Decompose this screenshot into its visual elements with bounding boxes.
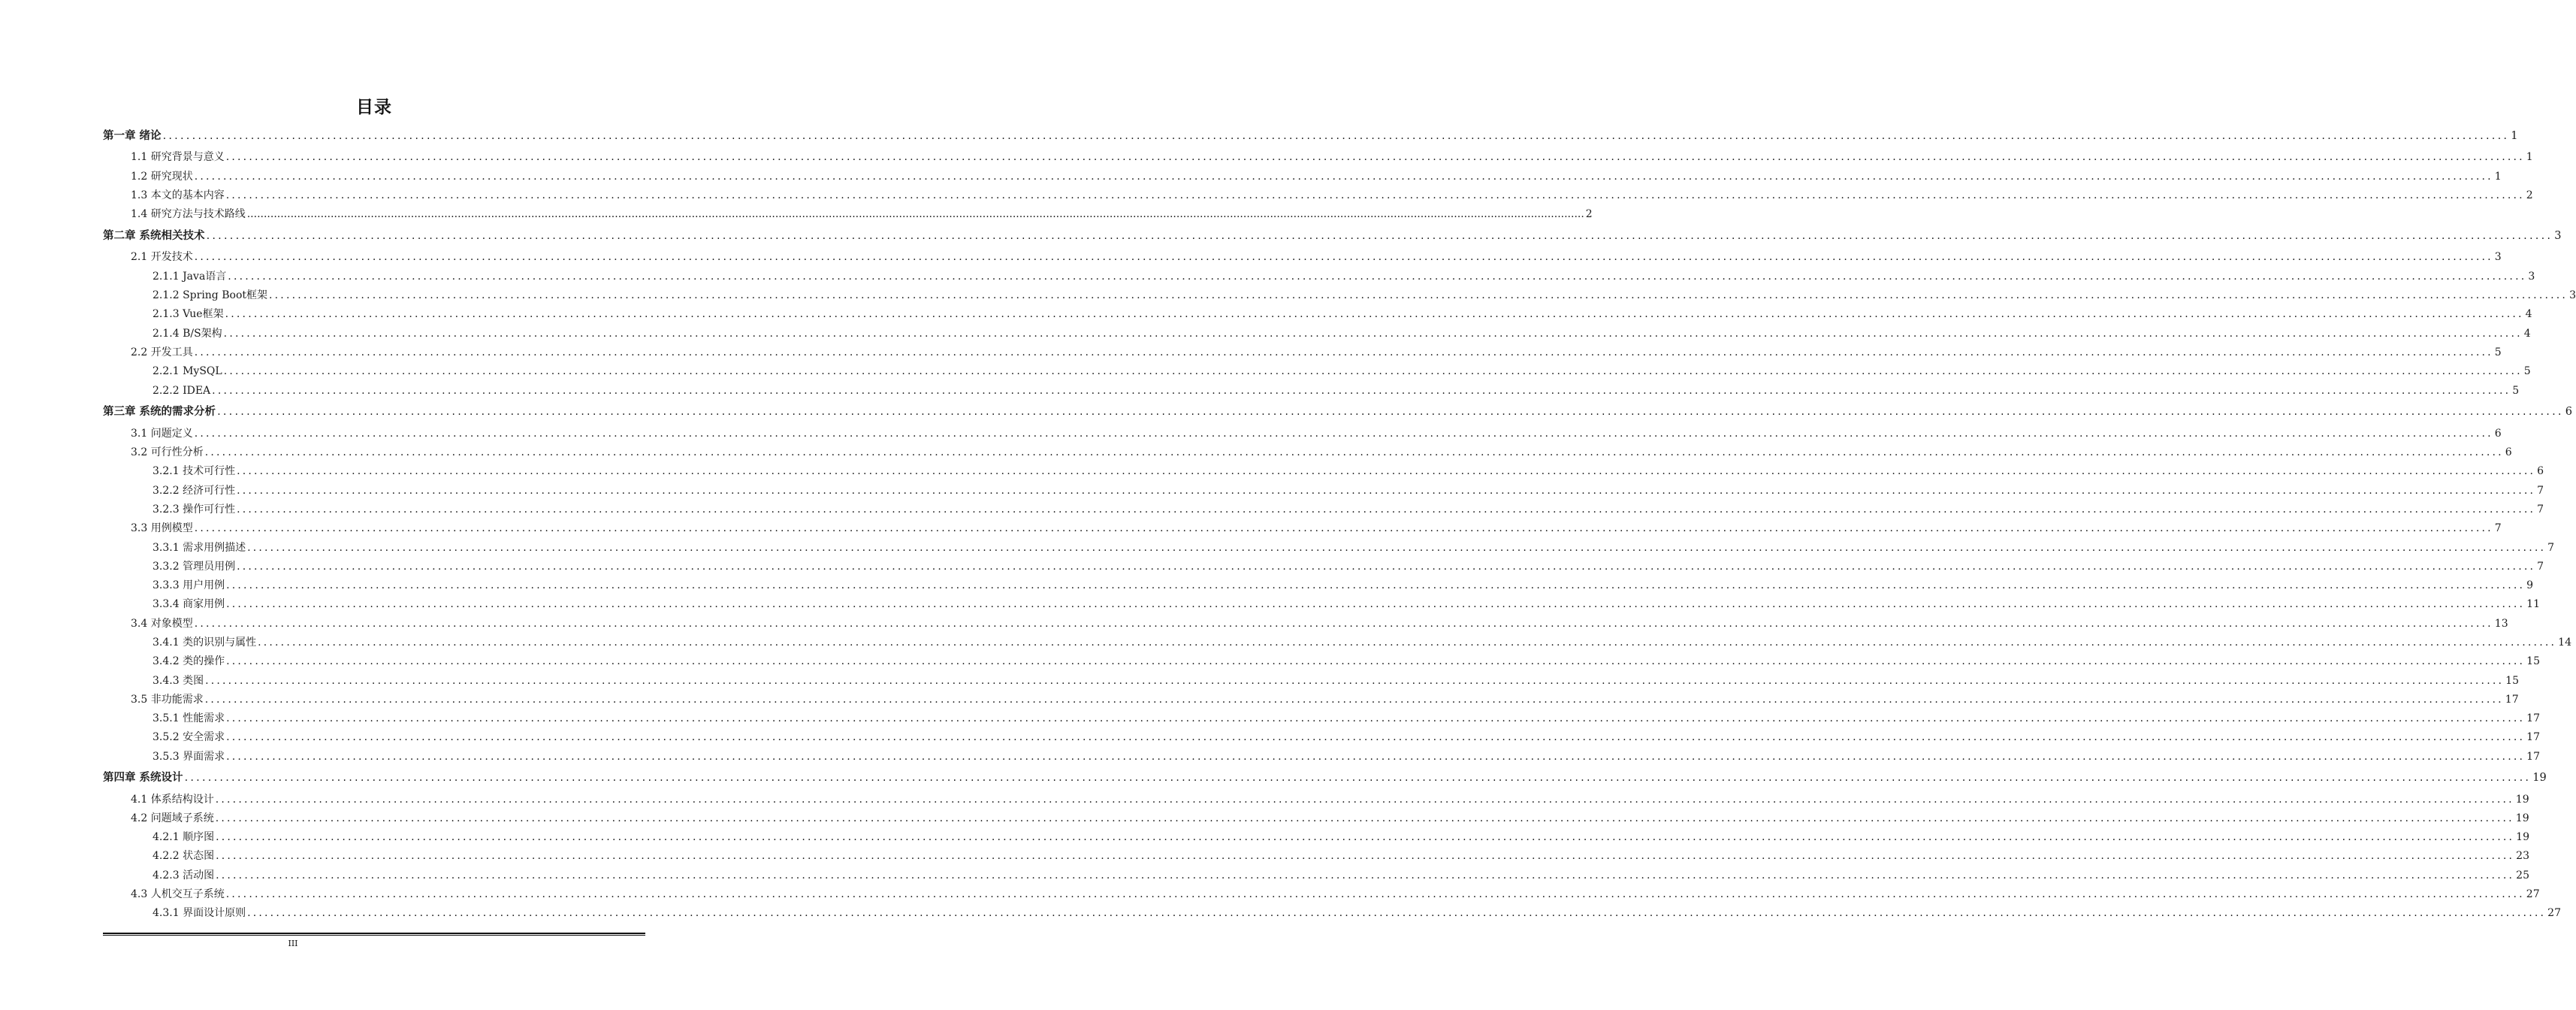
toc-entry-label: 2.1 开发技术 [131, 251, 193, 263]
toc-page-number: 5 [2523, 365, 2531, 377]
toc-page-number: 14 [2558, 637, 2571, 649]
toc-dot-leader: ................................................................................................................................................................................................................................................................................................................................................................................................................ [225, 888, 2525, 900]
toc-entry[interactable] [153, 728, 2540, 746]
toc-dot-leader: ................................................................................................................................................................................................................................................................................................................................................................................................................ [247, 907, 2547, 919]
toc-page-number: 3 [2569, 289, 2576, 301]
toc-entry[interactable] [103, 227, 2562, 245]
toc-entry-label: 3.4.3 类图 [153, 675, 204, 687]
toc-entry[interactable] [153, 286, 2576, 304]
toc-entry[interactable] [131, 443, 2512, 461]
toc-entry-label: 2.1.2 Spring Boot框架 [153, 289, 267, 301]
toc-entry[interactable] [153, 362, 2531, 380]
toc-entry-label: 第二章 系统相关技术 [103, 230, 205, 242]
toc-entry-label: 4.2.2 状态图 [153, 850, 215, 862]
toc-entry[interactable] [131, 248, 2502, 266]
toc-entry[interactable] [153, 268, 2535, 286]
toc-dot-leader: ................................................................................................................................................................................................................................................................................................................................................................................................................ [184, 772, 2532, 784]
toc-dot-leader: ................................................................................................................................................................................................................................................................................................................................................................................................................ [216, 831, 2515, 843]
toc-dot-leader: ................................................................................................................................................................................................................................................................................................................................................................................................................ [269, 289, 2568, 301]
toc-entry[interactable] [153, 709, 2540, 727]
toc-entry-label: 3.2.3 操作可行性 [153, 503, 236, 516]
toc-dot-leader: ................................................................................................................................................................................................................................................................................................................................................................................................................ [226, 731, 2526, 743]
toc-page-number: 7 [2537, 561, 2544, 573]
toc-dot-leader: ................................................................................................................................................................................................................................................................................................................................................................................................................ [216, 850, 2515, 862]
toc-entry-label: 2.2.2 IDEA [153, 385, 211, 397]
toc-entry-label: 3.3.4 商家用例 [153, 598, 225, 610]
toc-dot-leader: ................................................................................................................................................................................................................................................................................................................................................................................................................ [205, 675, 2505, 687]
toc-dot-leader: ................................................................................................................................................................................................................................................................................................................................................................................................................ [225, 151, 2525, 163]
page-title: 目录 [356, 98, 392, 117]
toc-entry-label: 1.1 研究背景与意义 [131, 151, 225, 163]
toc-dot-leader: ................................................................................................................................................................................................................................................................................................................................................................................................................ [237, 503, 2536, 516]
toc-page-number: 19 [2515, 812, 2529, 824]
toc-page-number: 7 [2494, 522, 2502, 534]
toc-entry-label: 2.1.3 Vue框架 [153, 308, 224, 320]
toc-dot-leader: ................................................................................................................................................................................................................................................................................................................................................................................................................ [237, 561, 2536, 573]
toc-entry-label: 1.2 研究现状 [131, 171, 193, 183]
toc-page-number: 1 [2494, 171, 2502, 183]
toc-page-number: 27 [2547, 907, 2561, 919]
toc-page-number: 6 [2505, 446, 2512, 458]
toc-entry-label: 4.2.3 活动图 [153, 869, 215, 881]
footer-rule-thick [103, 933, 645, 934]
toc-entry-label: 第一章 绪论 [103, 130, 162, 142]
toc-entry[interactable] [131, 205, 1593, 223]
toc-page-number: 6 [2494, 428, 2502, 440]
toc-entry-label: 4.2.1 顺序图 [153, 831, 215, 843]
toc-dot-leader: ................................................................................................................................................................................................................................................................................................................................................................................................................ [194, 251, 2493, 263]
toc-page-number: 3 [2494, 251, 2502, 263]
toc-page-number: 1 [2526, 151, 2533, 163]
toc-entry[interactable] [131, 809, 2529, 827]
toc-entry[interactable] [153, 748, 2540, 766]
toc-entry[interactable] [131, 885, 2540, 903]
toc-entry-label: 3.2 可行性分析 [131, 446, 204, 458]
toc-page-number: 2 [2526, 189, 2533, 201]
toc-page-number: 1 [2511, 130, 2518, 142]
toc-dot-leader: ................................................................................................................................................................................................................................................................................................................................................................................................................ [212, 385, 2511, 397]
toc-dot-leader: ................................................................................................................................................................................................................................................................................................................................................................................................................ [223, 328, 2523, 340]
toc-dot-leader: ................................................................................................................................................................................................................................................................................................................................................................................................................ [237, 485, 2536, 497]
toc-entry-label: 1.3 本文的基本内容 [131, 189, 225, 201]
toc-page-number: 5 [2512, 385, 2520, 397]
toc-page-number: 7 [2537, 485, 2544, 497]
toc-dot-leader: ................................................................................................................................................................................................................................................................................................................................................................................................................ [194, 171, 2493, 183]
toc-dot-leader: ................................................................................................................................................................................................................................................................................................................................................................................................................ [215, 794, 2514, 806]
toc-page-number: 6 [2537, 465, 2544, 477]
toc-dot-leader: ................................................................................................................................................................................................................................................................................................................................................................................................................ [223, 365, 2523, 377]
toc-entry[interactable] [131, 425, 2502, 443]
footer-rule-thin [103, 935, 645, 936]
toc-dot-leader: ................................................................................................................................................................................................................................................................................................................................................................................................................ [225, 189, 2525, 201]
toc-entry[interactable] [153, 558, 2544, 576]
toc-entry-label: 第四章 系统设计 [103, 772, 183, 784]
toc-entry[interactable] [103, 769, 2547, 787]
toc-page-number: 2 [1585, 208, 1593, 220]
toc-page-number: 4 [2523, 328, 2531, 340]
toc-entry[interactable] [153, 576, 2534, 594]
toc-entry-label: 3.2.1 技术可行性 [153, 465, 236, 477]
toc-entry-label: 3.5.2 安全需求 [153, 731, 225, 743]
toc-dot-leader: ................................................................................................................................................................................................................................................................................................................................................................................................................ [226, 598, 2526, 610]
toc-entry[interactable] [153, 500, 2544, 519]
toc-entry-label: 3.4.1 类的识别与属性 [153, 637, 257, 649]
toc-dot-leader: ................................................................................................................................................................................................................................................................................................................................................................................................................ [258, 637, 2557, 649]
toc-dot-leader: ................................................................................................................................................................................................................................................................................................................................................................................................................ [226, 655, 2526, 667]
toc-entry-label: 3.5 非功能需求 [131, 694, 204, 706]
toc-page-number: 15 [2526, 655, 2540, 667]
toc-page-number: 17 [2505, 694, 2519, 706]
toc-page-number: 23 [2516, 850, 2529, 862]
toc-dot-leader: ................................................................................................................................................................................................................................................................................................................................................................................................................ [194, 522, 2493, 534]
page-number-footer: III [288, 939, 298, 948]
toc-page-number: 5 [2494, 346, 2502, 358]
toc-page-number: 11 [2526, 598, 2540, 610]
toc-dot-leader: ................................................................................................................................................................................................................................................................................................................................................................................................................ [225, 308, 2524, 320]
toc-entry[interactable] [153, 382, 2520, 400]
toc-dot-leader: ................................................................................................................................................................................................................................................................................................................................................................................................................ [247, 542, 2547, 554]
toc-entry[interactable] [153, 595, 2540, 613]
toc-page-number: 15 [2505, 675, 2519, 687]
toc-entry[interactable] [153, 652, 2540, 670]
toc-entry[interactable] [153, 539, 2555, 557]
toc-dot-leader: ................................................................................................................................................................................................................................................................................................................................................................................................................ [237, 465, 2536, 477]
toc-entry-label: 2.1.1 Java语言 [153, 271, 227, 283]
toc-entry[interactable] [131, 148, 2533, 166]
toc-entry[interactable] [131, 615, 2508, 633]
toc-page-number: 25 [2516, 869, 2529, 881]
toc-entry[interactable] [153, 866, 2529, 885]
toc-dot-leader: ................................................................................................................................................................................................................................................................................................................................................................................................................ [194, 428, 2493, 440]
toc-entry-label: 3.5.3 界面需求 [153, 751, 225, 763]
toc-entry[interactable] [153, 325, 2531, 343]
toc-entry[interactable] [153, 904, 2561, 922]
toc-page-number: 19 [2516, 831, 2529, 843]
toc-entry[interactable] [153, 672, 2519, 690]
toc-entry-label: 3.3 用例模型 [131, 522, 193, 534]
toc-entry[interactable] [131, 691, 2519, 709]
toc-entry[interactable] [153, 462, 2544, 480]
toc-entry-label: 3.3.3 用户用例 [153, 579, 225, 591]
toc-entry-label: 4.1 体系结构设计 [131, 794, 214, 806]
toc-dot-leader: ................................................................................................................................................................................................................................................................................................................................................................................................................ [246, 208, 1584, 220]
toc-dot-leader: ................................................................................................................................................................................................................................................................................................................................................................................................................ [228, 271, 2527, 283]
toc-page-number: 13 [2494, 618, 2508, 630]
toc-entry-label: 3.2.2 经济可行性 [153, 485, 236, 497]
toc-entry-label: 第三章 系统的需求分析 [103, 406, 216, 418]
toc-dot-leader: ................................................................................................................................................................................................................................................................................................................................................................................................................ [194, 346, 2493, 358]
toc-dot-leader: ................................................................................................................................................................................................................................................................................................................................................................................................................ [204, 446, 2504, 458]
toc-entry[interactable] [131, 186, 2533, 204]
toc-page-number: 6 [2565, 406, 2572, 418]
toc-entry[interactable] [153, 847, 2529, 865]
toc-entry[interactable] [131, 791, 2529, 809]
toc-entry-label: 4.2 问题域子系统 [131, 812, 214, 824]
toc-page-number: 9 [2526, 579, 2534, 591]
toc-entry-label: 3.1 问题定义 [131, 428, 193, 440]
toc-dot-leader: ................................................................................................................................................................................................................................................................................................................................................................................................................ [215, 812, 2514, 824]
toc-entry[interactable] [131, 168, 2502, 186]
toc-page-number: 17 [2526, 731, 2540, 743]
toc-page-number: 4 [2525, 308, 2532, 320]
toc-entry-label: 3.3.1 需求用例描述 [153, 542, 246, 554]
toc-entry-label: 4.3 人机交互子系统 [131, 888, 225, 900]
toc-entry[interactable] [131, 519, 2502, 537]
toc-page-number: 3 [2528, 271, 2535, 283]
toc-entry-label: 3.4.2 类的操作 [153, 655, 225, 667]
toc-entry-label: 2.2 开发工具 [131, 346, 193, 358]
toc-entry-label: 4.3.1 界面设计原则 [153, 907, 246, 919]
toc-page-number: 7 [2547, 542, 2555, 554]
toc-entry-label: 3.5.1 性能需求 [153, 712, 225, 724]
toc-dot-leader: ................................................................................................................................................................................................................................................................................................................................................................................................................ [204, 694, 2504, 706]
toc-dot-leader: ................................................................................................................................................................................................................................................................................................................................................................................................................ [162, 130, 2510, 142]
toc-entry[interactable] [103, 127, 2518, 145]
toc-page-number: 3 [2554, 230, 2562, 242]
toc-entry[interactable] [153, 634, 2571, 652]
toc-page-number: 17 [2526, 712, 2540, 724]
toc-entry[interactable] [153, 305, 2532, 323]
toc-entry-label: 1.4 研究方法与技术路线 [131, 208, 246, 220]
toc-entry-label: 3.4 对象模型 [131, 618, 193, 630]
toc-page-number: 27 [2526, 888, 2540, 900]
toc-dot-leader: ................................................................................................................................................................................................................................................................................................................................................................................................................ [216, 869, 2515, 881]
toc-dot-leader: ................................................................................................................................................................................................................................................................................................................................................................................................................ [217, 406, 2564, 418]
toc-entry[interactable] [131, 343, 2502, 361]
toc-entry-label: 2.1.4 B/S架构 [153, 328, 222, 340]
toc-dot-leader: ................................................................................................................................................................................................................................................................................................................................................................................................................ [194, 618, 2493, 630]
toc-entry[interactable] [153, 828, 2529, 846]
toc-page-number: 19 [2515, 794, 2529, 806]
toc-dot-leader: ................................................................................................................................................................................................................................................................................................................................................................................................................ [226, 579, 2526, 591]
toc-entry[interactable] [103, 403, 2572, 421]
toc-page-number: 19 [2532, 772, 2547, 784]
toc-dot-leader: ................................................................................................................................................................................................................................................................................................................................................................................................................ [206, 230, 2553, 242]
toc-page-number: 17 [2526, 751, 2540, 763]
toc-entry[interactable] [153, 482, 2544, 500]
toc-page-number: 7 [2537, 503, 2544, 516]
toc-dot-leader: ................................................................................................................................................................................................................................................................................................................................................................................................................ [226, 751, 2526, 763]
toc-entry-label: 2.2.1 MySQL [153, 365, 222, 377]
toc-dot-leader: ................................................................................................................................................................................................................................................................................................................................................................................................................ [226, 712, 2526, 724]
toc-entry-label: 3.3.2 管理员用例 [153, 561, 236, 573]
